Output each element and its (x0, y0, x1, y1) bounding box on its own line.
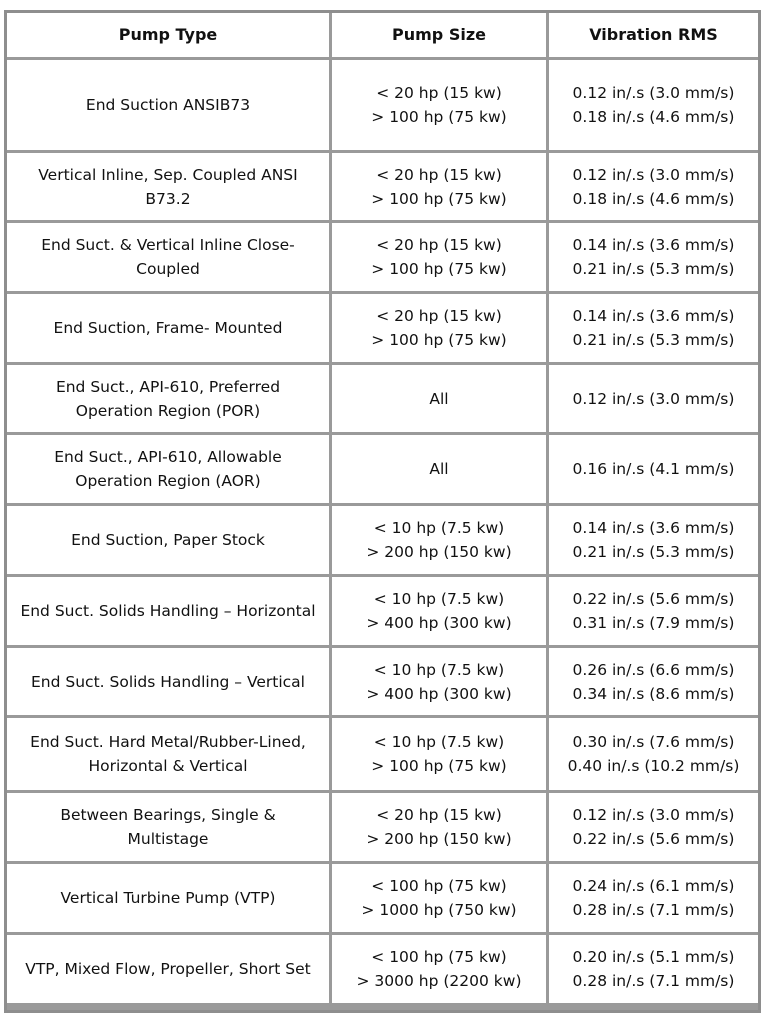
pump-size-line: All (429, 460, 449, 478)
vibration-rms-line: 0.18 in/.s (4.6 mm/s) (572, 108, 735, 126)
cell-pump-type (7, 153, 329, 220)
pump-size-line: < 100 hp (75 kw) (371, 877, 507, 895)
pump-type-text: End Suction, Paper Stock (71, 531, 265, 549)
column-header-pump-type: Pump Type (7, 13, 329, 57)
pump-size-line: > 100 hp (75 kw) (371, 331, 507, 349)
vibration-rms-line: 0.12 in/.s (3.0 mm/s) (572, 84, 735, 102)
cell-pump-type (7, 60, 329, 150)
cell-pump-type (7, 506, 329, 574)
pump-size-line: > 400 hp (300 kw) (366, 614, 512, 632)
vibration-rms-line: 0.30 in/.s (7.6 mm/s) (572, 733, 735, 751)
cell-pump-size (332, 294, 546, 362)
column-header-vibration-rms: Vibration RMS (549, 13, 758, 57)
cell-vibration-rms (549, 365, 758, 432)
cell-pump-type (7, 294, 329, 362)
pump-size-line: All (429, 389, 449, 408)
pump-size-line: > 200 hp (150 kw) (366, 543, 512, 561)
cell-vibration-rms (549, 223, 758, 291)
cell-pump-type (7, 435, 329, 503)
cell-vibration-rms (549, 718, 758, 790)
vibration-rms-line: 0.12 in/.s (3.0 mm/s) (572, 165, 735, 184)
pump-size-line: < 20 hp (15 kw) (376, 806, 502, 824)
pump-type-text: VTP, Mixed Flow, Propeller, Short Set (25, 960, 311, 978)
pump-type-text: Vertical Turbine Pump (VTP) (60, 889, 276, 907)
pump-type-text: End Suction, Frame- Mounted (53, 319, 283, 337)
cell-vibration-rms (549, 577, 758, 645)
cell-pump-size (332, 153, 546, 220)
vibration-rms-line: 0.20 in/.s (5.1 mm/s) (572, 948, 735, 966)
cell-vibration-rms (549, 648, 758, 715)
pump-size-line: < 20 hp (15 kw) (376, 236, 502, 254)
pump-size-line: > 100 hp (75 kw) (371, 260, 507, 278)
vibration-rms-line: 0.28 in/.s (7.1 mm/s) (572, 901, 735, 919)
pump-size-line: < 100 hp (75 kw) (371, 948, 507, 966)
cell-pump-size (332, 793, 546, 861)
vibration-table (4, 10, 761, 1013)
cell-pump-size (332, 577, 546, 645)
vibration-rms-line: 0.22 in/.s (5.6 mm/s) (572, 590, 735, 608)
pump-size-line: < 20 hp (15 kw) (376, 307, 502, 325)
pump-type-text: Between Bearings, Single & Multistage (60, 806, 276, 848)
vibration-rms-line: 0.40 in/.s (10.2 mm/s) (567, 757, 740, 775)
vibration-rms-line: 0.21 in/.s (5.3 mm/s) (572, 543, 735, 561)
cell-vibration-rms (549, 793, 758, 861)
pump-size-line: < 20 hp (15 kw) (376, 84, 502, 102)
cell-pump-size (332, 223, 546, 291)
vibration-rms-line: 0.18 in/.s (4.6 mm/s) (572, 189, 735, 208)
pump-type-text: End Suct. & Vertical Inline Close-Coupled (41, 236, 295, 278)
cell-pump-type (7, 793, 329, 861)
cell-pump-size (332, 864, 546, 932)
pump-size-line: > 100 hp (75 kw) (371, 189, 507, 208)
pump-size-line: < 10 hp (7.5 kw) (373, 590, 505, 608)
pump-size-line: > 100 hp (75 kw) (371, 108, 507, 126)
cell-pump-type (7, 365, 329, 432)
pump-type-text: End Suct., API-610, Allowable Operation Region (AOR) (54, 448, 282, 490)
vibration-rms-line: 0.31 in/.s (7.9 mm/s) (572, 614, 735, 632)
pump-size-line: > 1000 hp (750 kw) (361, 901, 517, 919)
vibration-rms-line: 0.16 in/.s (4.1 mm/s) (572, 460, 735, 478)
cell-vibration-rms (549, 864, 758, 932)
pump-type-text: End Suct. Solids Handling – Horizontal (20, 602, 316, 620)
cell-pump-size (332, 435, 546, 503)
cell-pump-size (332, 718, 546, 790)
cell-pump-type (7, 935, 329, 1003)
pump-size-line: < 10 hp (7.5 kw) (373, 660, 505, 679)
pump-size-line: > 100 hp (75 kw) (371, 757, 507, 775)
pump-type-text: End Suct. Hard Metal/Rubber-Lined, Horizontal & Vertical (30, 733, 306, 775)
pump-size-line: < 10 hp (7.5 kw) (373, 733, 505, 751)
cell-pump-size (332, 365, 546, 432)
cell-pump-size (332, 506, 546, 574)
cell-pump-size (332, 648, 546, 715)
vibration-rms-line: 0.24 in/.s (6.1 mm/s) (572, 877, 735, 895)
pump-type-text: End Suct. Solids Handling – Vertical (31, 672, 305, 691)
vibration-rms-line: 0.14 in/.s (3.6 mm/s) (572, 236, 735, 254)
vibration-rms-line: 0.12 in/.s (3.0 mm/s) (572, 806, 735, 824)
pump-size-line: < 20 hp (15 kw) (376, 165, 502, 184)
pump-size-line: > 3000 hp (2200 kw) (356, 972, 522, 990)
cell-vibration-rms (549, 294, 758, 362)
pump-size-line: > 200 hp (150 kw) (366, 830, 512, 848)
cell-pump-type (7, 718, 329, 790)
cell-pump-type (7, 864, 329, 932)
vibration-rms-line: 0.34 in/.s (8.6 mm/s) (572, 684, 735, 703)
vibration-rms-line: 0.12 in/.s (3.0 mm/s) (572, 389, 735, 408)
cell-vibration-rms (549, 153, 758, 220)
pump-type-text: End Suction ANSIB73 (85, 96, 251, 114)
cell-vibration-rms (549, 60, 758, 150)
cell-pump-type (7, 648, 329, 715)
pump-type-text: Vertical Inline, Sep. Coupled ANSI B73.2 (38, 165, 298, 208)
cell-pump-size (332, 60, 546, 150)
cell-pump-type (7, 577, 329, 645)
cell-vibration-rms (549, 506, 758, 574)
cell-pump-type (7, 223, 329, 291)
vibration-rms-line: 0.26 in/.s (6.6 mm/s) (572, 660, 735, 679)
vibration-rms-line: 0.14 in/.s (3.6 mm/s) (572, 519, 735, 537)
column-header-pump-size: Pump Size (332, 13, 546, 57)
cell-pump-size (332, 935, 546, 1003)
pump-size-line: > 400 hp (300 kw) (366, 684, 512, 703)
cell-vibration-rms (549, 435, 758, 503)
vibration-rms-line: 0.21 in/.s (5.3 mm/s) (572, 260, 735, 278)
vibration-rms-line: 0.21 in/.s (5.3 mm/s) (572, 331, 735, 349)
pump-size-line: < 10 hp (7.5 kw) (373, 519, 505, 537)
vibration-rms-line: 0.22 in/.s (5.6 mm/s) (572, 830, 735, 848)
pump-type-text: End Suct., API-610, Preferred Operation Region (POR) (55, 377, 281, 420)
vibration-rms-line: 0.14 in/.s (3.6 mm/s) (572, 307, 735, 325)
cell-vibration-rms (549, 935, 758, 1003)
vibration-rms-line: 0.28 in/.s (7.1 mm/s) (572, 972, 735, 990)
